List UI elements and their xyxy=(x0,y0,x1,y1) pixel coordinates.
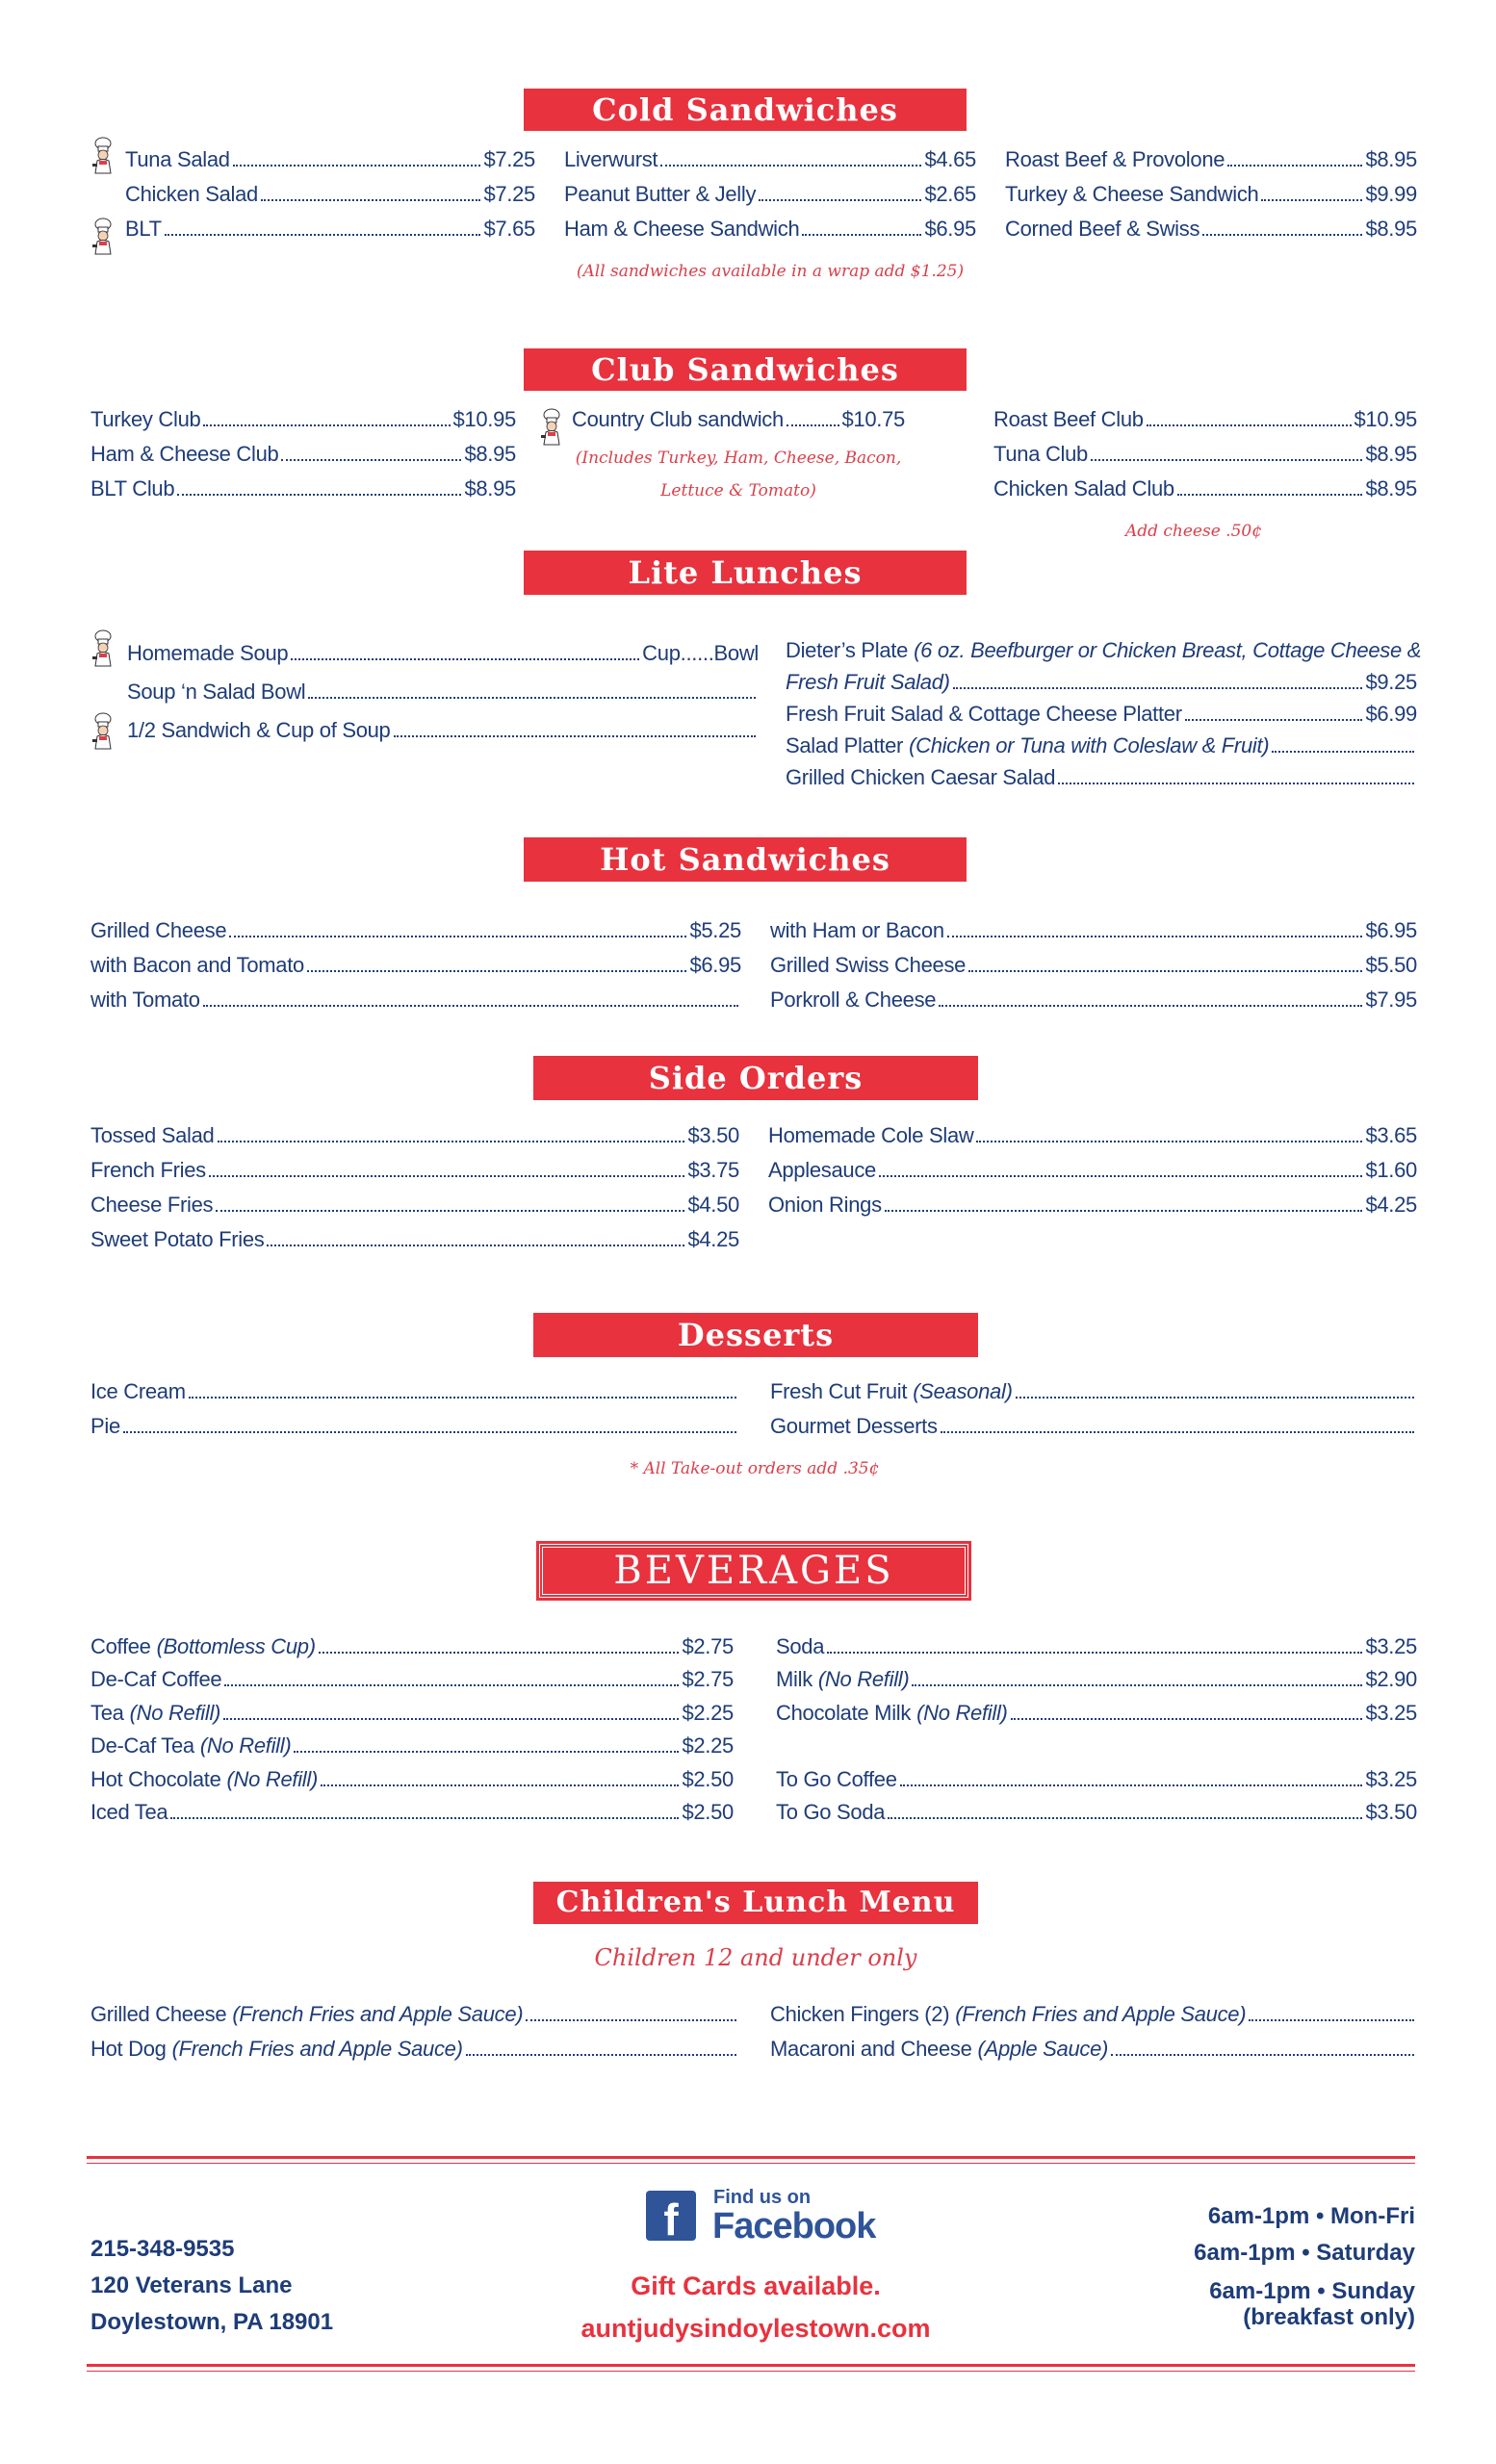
menu-item-note: (French Fries and Apple Sauce) xyxy=(171,2037,463,2061)
leader-dots xyxy=(976,1141,1362,1142)
sides-col-2 xyxy=(768,1118,1417,1222)
menu-item-name: 1/2 Sandwich & Cup of Soup xyxy=(127,718,391,742)
menu-item-note: (French Fries and Apple Sauce) xyxy=(955,2002,1247,2026)
menu-item-price: $2.50 xyxy=(682,1766,734,1791)
menu-item xyxy=(770,1997,1417,2032)
menu-item-note: (Chicken or Tuna with Coleslaw & Fruit) xyxy=(909,733,1270,757)
club-col-1 xyxy=(90,402,516,506)
menu-item-name: with Ham or Bacon xyxy=(770,918,944,942)
menu-item xyxy=(993,402,1417,437)
menu-item-name: Ham & Cheese Sandwich xyxy=(564,217,800,241)
menu-item xyxy=(90,1409,739,1444)
leader-dots xyxy=(1202,234,1362,236)
menu-item xyxy=(770,983,1417,1017)
lite-lunches-banner: Lite Lunches xyxy=(524,551,967,595)
leader-dots xyxy=(1016,1397,1414,1399)
menu-item xyxy=(776,1663,1417,1696)
menu-item-price: $5.50 xyxy=(1365,953,1417,977)
menu-item-price: $6.95 xyxy=(689,953,741,977)
leader-dots xyxy=(170,1817,679,1819)
menu-item-name: Fresh Cut Fruit xyxy=(770,1379,908,1403)
menu-item xyxy=(90,913,741,948)
menu-item-note: (Bottomless Cup) xyxy=(156,1634,316,1658)
menu-item xyxy=(127,673,759,711)
leader-dots xyxy=(209,1175,685,1177)
hours-sunday-note: (breakfast only) xyxy=(1243,2304,1415,2330)
dieter-plate-note: (6 oz. Beefburger or Chicken Breast, Cottage Cheese & xyxy=(914,638,1422,662)
menu-item-note: (No Refill) xyxy=(817,1667,910,1692)
menu-item xyxy=(90,983,741,1017)
menu-item-name: BLT xyxy=(125,217,162,241)
menu-item-name: Macaroni and Cheese xyxy=(770,2037,972,2061)
menu-item-name: Tea xyxy=(90,1700,124,1725)
club-sandwiches-banner: Club Sandwiches xyxy=(524,348,967,391)
menu-item-note: (No Refill) xyxy=(226,1766,319,1791)
leader-dots xyxy=(912,1684,1362,1686)
menu-item-price: $4.25 xyxy=(1365,1193,1417,1217)
menu-item-name: Milk xyxy=(776,1667,812,1692)
menu-item-price: $3.50 xyxy=(1365,1800,1417,1825)
menu-item-price: $9.99 xyxy=(1365,182,1417,206)
city-address: Doylestown, PA 18901 xyxy=(90,2309,334,2335)
menu-item xyxy=(564,177,976,212)
menu-item xyxy=(90,1153,739,1188)
menu-item-name: Applesauce xyxy=(768,1158,876,1182)
leader-dots xyxy=(947,936,1363,937)
leader-dots xyxy=(229,936,686,937)
hours-sunday: 6am-1pm • Sunday xyxy=(1209,2278,1415,2304)
children-subtitle: Children 12 and under only xyxy=(594,1944,917,1971)
menu-item xyxy=(90,1796,734,1829)
menu-item-price: $8.95 xyxy=(464,442,516,466)
menu-item xyxy=(90,1188,739,1222)
menu-item xyxy=(776,1763,1417,1796)
menu-item-name: Corned Beef & Swiss xyxy=(1005,217,1200,241)
menu-item-price: $1.60 xyxy=(1365,1158,1417,1182)
facebook-icon[interactable]: f xyxy=(646,2191,696,2241)
menu-item-name: French Fries xyxy=(90,1158,206,1182)
menu-item-name: Ice Cream xyxy=(90,1379,186,1403)
menu-item-price: $2.75 xyxy=(682,1667,734,1692)
hours-weekday: 6am-1pm • Mon-Fri xyxy=(1207,2203,1415,2229)
leader-dots xyxy=(900,1784,1363,1786)
leader-dots xyxy=(888,1817,1362,1819)
leader-dots xyxy=(218,1141,685,1142)
menu-item-name: De-Caf Coffee xyxy=(90,1667,222,1692)
menu-item-price: $8.95 xyxy=(1365,147,1417,171)
chef-icon xyxy=(90,629,116,668)
menu-item-price: $3.25 xyxy=(1365,1700,1417,1725)
lite-col-1 xyxy=(127,634,759,750)
leader-dots xyxy=(1272,751,1414,753)
menu-item xyxy=(90,1763,734,1796)
leader-dots xyxy=(827,1652,1362,1654)
desserts-col-2 xyxy=(770,1374,1417,1444)
beverages-col-2 xyxy=(776,1630,1417,1730)
leader-dots xyxy=(307,970,686,972)
street-address: 120 Veterans Lane xyxy=(90,2272,293,2298)
menu-item-price: $6.95 xyxy=(1365,918,1417,942)
menu-item-name: Grilled Cheese xyxy=(90,2002,227,2026)
menu-item xyxy=(90,2032,739,2066)
footer-top-rule xyxy=(87,2156,1415,2159)
leader-dots xyxy=(879,1175,1362,1177)
menu-item-name: Tossed Salad xyxy=(90,1123,215,1147)
menu-item xyxy=(90,437,516,472)
leader-dots xyxy=(261,199,480,201)
menu-item-price: Cup......Bowl xyxy=(642,641,759,665)
leader-dots xyxy=(189,1397,736,1399)
menu-item xyxy=(90,472,516,506)
footer-bottom-rule-thin xyxy=(87,2371,1415,2372)
menu-item-price: $7.25 xyxy=(483,147,535,171)
menu-item-note: (French Fries and Apple Sauce) xyxy=(232,2002,524,2026)
menu-item xyxy=(564,142,976,177)
menu-item xyxy=(770,2032,1417,2066)
menu-item-name: De-Caf Tea xyxy=(90,1733,194,1758)
menu-item-name: Grilled Chicken Caesar Salad xyxy=(786,765,1056,789)
leader-dots xyxy=(291,658,639,660)
leader-dots xyxy=(319,1652,680,1654)
menu-item xyxy=(993,472,1417,506)
menu-item-name: Coffee xyxy=(90,1634,151,1658)
leader-dots xyxy=(1261,199,1362,201)
menu-item xyxy=(768,1153,1417,1188)
leader-dots xyxy=(267,1245,684,1246)
menu-item-name: Grilled Swiss Cheese xyxy=(770,953,967,977)
menu-item-name: Ham & Cheese Club xyxy=(90,442,279,466)
chef-icon xyxy=(90,712,116,751)
leader-dots xyxy=(294,1751,679,1753)
leader-dots xyxy=(1249,2019,1414,2021)
menu-item-name: Chicken Fingers (2) xyxy=(770,2002,950,2026)
menu-item-price: $3.65 xyxy=(1365,1123,1417,1147)
menu-item-price: $4.25 xyxy=(687,1227,739,1251)
menu-item xyxy=(572,402,905,437)
menu-item-name: Roast Beef Club xyxy=(993,407,1144,431)
menu-item xyxy=(786,730,1417,761)
club-country-note-2: Lettuce & Tomato) xyxy=(660,481,816,500)
menu-item-name: To Go Coffee xyxy=(776,1767,897,1791)
menu-item xyxy=(127,711,759,750)
menu-item-price: $2.65 xyxy=(924,182,976,206)
leader-dots xyxy=(759,199,921,201)
menu-item-price: $10.75 xyxy=(841,407,905,431)
menu-item xyxy=(786,698,1417,730)
menu-item xyxy=(1005,212,1417,246)
menu-item-note: (No Refill) xyxy=(129,1700,221,1725)
menu-item xyxy=(125,142,535,177)
menu-item xyxy=(768,1188,1417,1222)
cold-col-3 xyxy=(1005,142,1417,246)
menu-item-note: (Apple Sauce) xyxy=(977,2037,1109,2061)
contact-info xyxy=(90,2231,333,2341)
menu-item-note: (No Refill) xyxy=(916,1700,1008,1725)
cold-sandwiches-banner: Cold Sandwiches xyxy=(524,89,967,131)
menu-item-price: $7.95 xyxy=(1365,988,1417,1012)
menu-item xyxy=(127,634,759,673)
desserts-banner: Desserts xyxy=(533,1313,978,1357)
leader-dots xyxy=(968,970,1362,972)
menu-item-price: $3.25 xyxy=(1365,1634,1417,1658)
menu-item xyxy=(90,1630,734,1663)
menu-item-price: $10.95 xyxy=(452,407,516,431)
menu-item xyxy=(125,212,535,246)
menu-item-name: Liverwurst xyxy=(564,147,658,171)
menu-item-price: $8.95 xyxy=(1365,476,1417,500)
lite-col-2 xyxy=(786,634,1422,793)
menu-item-price: $8.95 xyxy=(1365,442,1417,466)
hours-info xyxy=(1194,2198,1415,2329)
beverages-banner: BEVERAGES xyxy=(539,1544,968,1598)
leader-dots xyxy=(466,2054,736,2056)
menu-item-name: Soda xyxy=(776,1634,825,1658)
menu-item-name: Grilled Cheese xyxy=(90,918,227,942)
menu-item xyxy=(776,1630,1417,1663)
menu-item-price: $2.25 xyxy=(682,1733,734,1758)
leader-dots xyxy=(953,687,1363,689)
leader-dots xyxy=(394,735,757,737)
cold-wrap-note: (All sandwiches available in a wrap add $1.25) xyxy=(576,262,965,281)
menu-item-name: Tuna Club xyxy=(993,442,1088,466)
leader-dots xyxy=(1227,165,1362,167)
menu-item-price: $5.25 xyxy=(689,918,741,942)
menu-item xyxy=(90,1374,739,1409)
side-orders-banner: Side Orders xyxy=(533,1056,978,1100)
leader-dots xyxy=(177,494,461,496)
leader-dots xyxy=(1091,459,1362,461)
hot-sandwiches-banner: Hot Sandwiches xyxy=(524,837,967,882)
menu-item xyxy=(90,402,516,437)
leader-dots xyxy=(885,1210,1363,1212)
menu-item xyxy=(125,177,535,212)
menu-item-name: Cheese Fries xyxy=(90,1193,214,1217)
menu-item-price: $6.99 xyxy=(1365,702,1417,726)
menu-item-name: Onion Rings xyxy=(768,1193,882,1217)
menu-item xyxy=(90,1697,734,1730)
leader-dots xyxy=(203,1005,738,1007)
leader-dots xyxy=(308,697,756,699)
leader-dots xyxy=(233,165,481,167)
menu-item-name: Chocolate Milk xyxy=(776,1700,912,1725)
menu-item-price: $8.95 xyxy=(1365,217,1417,241)
menu-item xyxy=(770,1374,1417,1409)
menu-item-name: Gourmet Desserts xyxy=(770,1414,938,1438)
leader-dots xyxy=(123,1431,736,1433)
menu-item-name: Iced Tea xyxy=(90,1800,168,1825)
club-country-note-1: (Includes Turkey, Ham, Cheese, Bacon, xyxy=(575,449,902,468)
menu-item xyxy=(776,1697,1417,1730)
menu-item-price: $2.25 xyxy=(682,1700,734,1725)
menu-item-price: $6.95 xyxy=(924,217,976,241)
menu-item-price: $8.95 xyxy=(464,476,516,500)
children-menu-banner: Children's Lunch Menu xyxy=(533,1882,978,1924)
leader-dots xyxy=(203,424,450,426)
menu-item-price: $3.75 xyxy=(687,1158,739,1182)
menu-item-name: Tuna Salad xyxy=(125,147,230,171)
menu-item-price: $7.25 xyxy=(483,182,535,206)
menu-item xyxy=(776,1796,1417,1829)
menu-item-name: Fresh Fruit Salad & Cottage Cheese Platter xyxy=(786,702,1182,726)
menu-item-name: with Tomato xyxy=(90,988,200,1012)
website-link[interactable]: auntjudysindoylestown.com xyxy=(580,2314,931,2343)
menu-item-name: Chicken Salad xyxy=(125,182,258,206)
menu-item-price: $2.50 xyxy=(682,1800,734,1825)
beverages-col-1 xyxy=(90,1630,734,1829)
leader-dots xyxy=(1011,1718,1363,1720)
menu-item-price: $4.50 xyxy=(687,1193,739,1217)
leader-dots xyxy=(941,1431,1414,1433)
menu-item xyxy=(786,761,1417,793)
phone-number: 215-348-9535 xyxy=(90,2236,235,2262)
hot-col-1 xyxy=(90,913,741,1017)
menu-item-name: with Bacon and Tomato xyxy=(90,953,304,977)
leader-dots xyxy=(281,459,461,461)
menu-item-name: Homemade Cole Slaw xyxy=(768,1123,974,1147)
leader-dots xyxy=(660,165,921,167)
desserts-col-1 xyxy=(90,1374,739,1444)
menu-item-name: Homemade Soup xyxy=(127,641,289,665)
menu-item-price: $4.65 xyxy=(924,147,976,171)
menu-item xyxy=(770,1409,1417,1444)
menu-item-name: Chicken Salad Club xyxy=(993,476,1174,500)
menu-item-price: $10.95 xyxy=(1354,407,1417,431)
menu-item-price: $2.90 xyxy=(1365,1667,1417,1692)
footer-bottom-rule xyxy=(87,2364,1415,2367)
menu-item xyxy=(768,1118,1417,1153)
menu-item xyxy=(90,1118,739,1153)
menu-item-name: Soup ‘n Salad Bowl xyxy=(127,680,306,704)
menu-item xyxy=(90,948,741,983)
leader-dots xyxy=(939,1005,1362,1007)
menu-item-price: $2.75 xyxy=(682,1634,734,1658)
dieter-plate-price: $9.25 xyxy=(1365,670,1417,694)
dieter-plate-name: Dieter’s Plate xyxy=(786,638,909,662)
menu-item-name: Hot Dog xyxy=(90,2037,167,2061)
leader-dots xyxy=(1147,424,1352,426)
menu-item xyxy=(90,1730,734,1762)
menu-item xyxy=(90,1222,739,1257)
dieter-plate-line-2 xyxy=(786,666,1417,698)
leader-dots xyxy=(802,234,921,236)
menu-item-name: Turkey & Cheese Sandwich xyxy=(1005,182,1259,206)
chef-icon xyxy=(90,218,116,256)
facebook-title[interactable]: Facebook xyxy=(712,2206,876,2246)
leader-dots xyxy=(223,1718,679,1720)
hours-saturday: 6am-1pm • Saturday xyxy=(1194,2240,1415,2266)
menu-item xyxy=(90,1663,734,1696)
leader-dots xyxy=(224,1684,679,1686)
menu-item-name: Pie xyxy=(90,1414,120,1438)
cold-col-1 xyxy=(125,142,535,246)
menu-item xyxy=(1005,142,1417,177)
menu-item-name: Turkey Club xyxy=(90,407,201,431)
takeout-note: * All Take-out orders add .35¢ xyxy=(630,1459,880,1478)
leader-dots xyxy=(1185,719,1363,721)
dieter-plate-line xyxy=(786,634,1422,666)
menu-item-price: $3.25 xyxy=(1365,1767,1417,1791)
menu-item-note: (Seasonal) xyxy=(913,1379,1013,1403)
club-col-3 xyxy=(993,402,1417,506)
club-col-2 xyxy=(572,402,905,437)
leader-dots xyxy=(787,424,839,426)
menu-item xyxy=(993,437,1417,472)
leader-dots xyxy=(526,2019,736,2021)
menu-item xyxy=(770,948,1417,983)
menu-item-price: $3.50 xyxy=(687,1123,739,1147)
menu-item-name: Peanut Butter & Jelly xyxy=(564,182,757,206)
gift-cards-text: Gift Cards available. xyxy=(631,2272,881,2300)
beverages-col-2b xyxy=(776,1763,1417,1830)
dieter-plate-note-2: Fresh Fruit Salad) xyxy=(786,670,950,694)
menu-item-name: Salad Platter xyxy=(786,733,904,757)
club-cheese-note: Add cheese .50¢ xyxy=(1124,522,1263,541)
menu-item-name: Hot Chocolate xyxy=(90,1766,221,1791)
leader-dots xyxy=(165,234,481,236)
menu-item-name: To Go Soda xyxy=(776,1800,886,1825)
menu-item-note: (No Refill) xyxy=(199,1733,292,1758)
leader-dots xyxy=(216,1210,684,1212)
chef-icon xyxy=(539,408,564,447)
facebook-find-text[interactable]: Find us on xyxy=(713,2187,812,2208)
hot-col-2 xyxy=(770,913,1417,1017)
leader-dots xyxy=(1111,2054,1414,2056)
menu-item-name: Sweet Potato Fries xyxy=(90,1227,265,1251)
children-col-1 xyxy=(90,1997,739,2066)
menu-item xyxy=(770,913,1417,948)
cold-col-2 xyxy=(564,142,976,246)
menu-item-name: BLT Club xyxy=(90,476,175,500)
lite-col-2-list xyxy=(786,698,1417,793)
menu-item xyxy=(1005,177,1417,212)
menu-item xyxy=(90,1997,739,2032)
menu-item-name: Roast Beef & Provolone xyxy=(1005,147,1225,171)
sides-col-1 xyxy=(90,1118,739,1257)
leader-dots xyxy=(321,1784,679,1786)
children-col-2 xyxy=(770,1997,1417,2066)
menu-item-name: Country Club sandwich xyxy=(572,407,784,431)
leader-dots xyxy=(1177,494,1363,496)
menu-item xyxy=(564,212,976,246)
leader-dots xyxy=(1058,783,1414,784)
chef-icon xyxy=(90,137,116,175)
menu-item-price: $7.65 xyxy=(483,217,535,241)
footer-top-rule-thin xyxy=(87,2163,1415,2164)
menu-item-name: Porkroll & Cheese xyxy=(770,988,937,1012)
